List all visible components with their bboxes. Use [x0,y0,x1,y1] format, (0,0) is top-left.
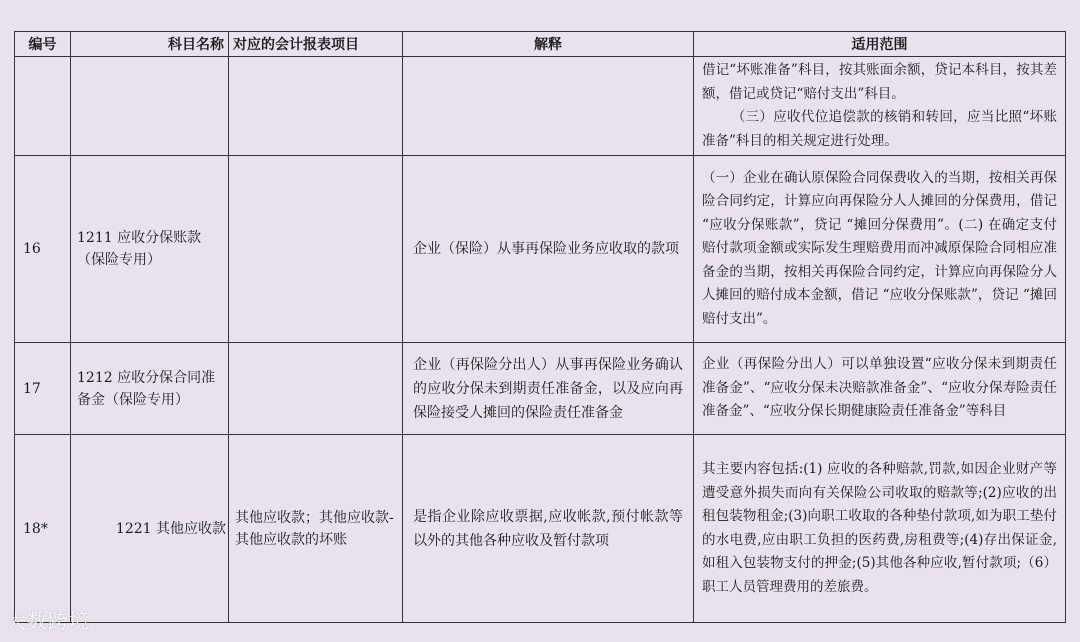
row-report-item [229,156,403,343]
row-scope [694,435,1066,623]
row-explanation: 企业（再保险分出人）从事再保险业务确认的应收分保未到期责任准备金，以及应向再保险接受人摊回的保险责任准备金 [403,343,694,435]
row-name: 1221 其他应收款 [71,435,229,623]
header-scope: 适用范围 [694,32,1066,57]
table-row [15,156,1066,343]
scope-line: 借记“坏账准备”科目，按其账面余额，贷记本科目，按其差额，借记或贷记“赔付支出”科目。 [702,62,1057,102]
table-row [15,435,1066,623]
row-report-item [229,57,403,156]
table-row [15,343,1066,435]
header-name: 科目名称 [71,32,229,57]
row-num: 18* [15,435,71,623]
row-explanation [403,57,694,156]
row-report-item [229,343,403,435]
header-num: 编号 [15,32,71,57]
header-explanation: 解释 [403,32,694,57]
scope-line: （一）企业在确认原保险合同保费收入的当期，按相关再保险合同约定，计算应向再保险分人人摊回的分保费用，借记 “应收分保账款”，贷记 “摊回分保费用”。(二) 在确定支付赔付款项金额或实际发生理赔费用而冲减原保险合同相应准备金的当期，按相关再保险合同约定，计算应向再保险分人人摊回的赔付成本金额，借记 “应收分保账款”，贷记 “摊回赔付支出”。 [702,169,1057,327]
scope-line: 企业（再保险分出人）可以单独设置“应收分保未到期责任准备金”、“应收分保未决赔款准备金”、“应收分保寿险责任准备金”、“应收分保长期健康险责任准备金”等科目 [702,356,1057,420]
row-explanation: 是指企业除应收票据,应收帐款,预付帐款等以外的其他各种应收及暂付款项 [403,435,694,623]
row-num [15,57,71,156]
row-num: 16 [15,156,71,343]
row-num: 17 [15,343,71,435]
header-report-item: 对应的会计报表项目 [229,32,403,57]
scope-line: 其主要内容包括:(1) 应收的各种赔款,罚款,如因企业财产等遭受意外损失而向有关保险公司收取的赔款等;(2)应收的出租包装物租金;(3)向职工收取的各种垫付款项,如为职工垫付的水电费,应由职工负担的医药费,房租费等;(4)存出保证金,如租入包装物支付的押金;(5)其他各种应收,暂付款项;（6）职工人员管理费用的差旅费。 [702,461,1057,595]
row-name: 1211 应收分保账款（保险专用） [71,156,229,343]
row-scope [694,156,1066,343]
row-report-item: 其他应收款；其他应收款-其他应收款的坏账 [229,435,403,623]
scope-line: （三）应收代位追偿款的核销和转回，应当比照“坏账准备”科目的相关规定进行处理。 [702,109,1057,149]
row-scope [694,343,1066,435]
row-scope [694,57,1066,156]
accounting-subjects-table [14,31,1066,623]
row-explanation: 企业（保险）从事再保险业务应收取的款项 [403,156,694,343]
table-row [15,57,1066,156]
watermark: 大数跨境 [6,609,90,633]
row-name [71,57,229,156]
table-header-row [15,32,1066,57]
row-name: 1212 应收分保合同准备金（保险专用） [71,343,229,435]
